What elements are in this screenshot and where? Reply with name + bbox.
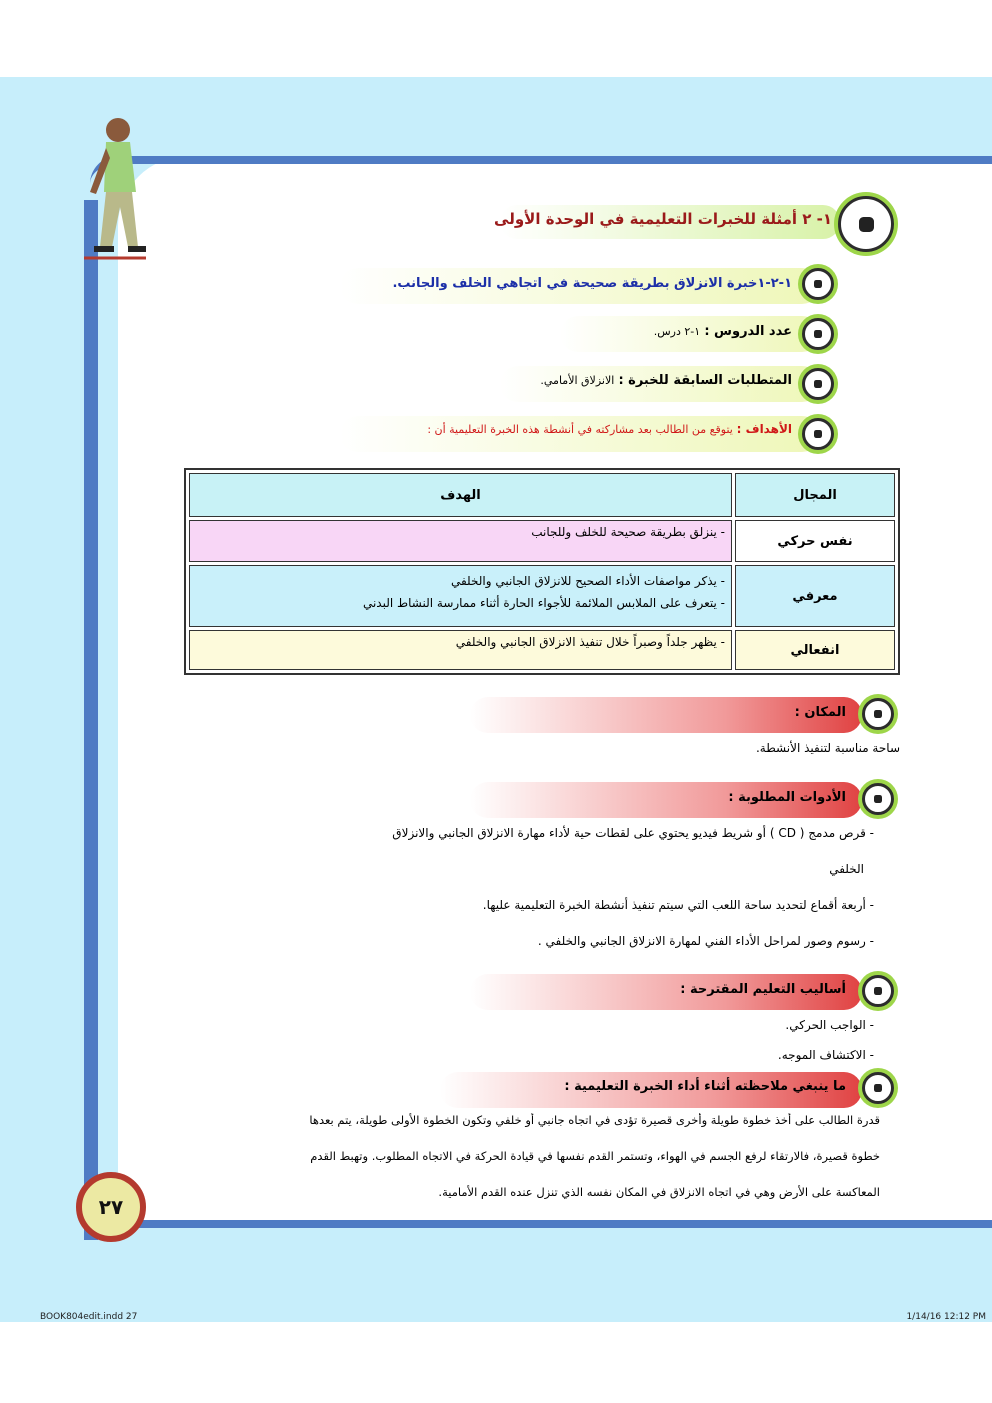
- method-item: - الواجب الحركي.: [785, 1018, 874, 1032]
- goal-header: الهدف: [189, 473, 732, 517]
- soccer-ball-icon: [802, 368, 834, 400]
- lessons-label: عدد الدروس :: [704, 324, 792, 339]
- notes-line: قدرة الطالب على أخذ خطوة طويلة وأخرى قصيرة تؤدى في اتجاه جانبي أو خلفي وتكون الخطوة الأولى طويلة، يتم بعدها: [309, 1113, 880, 1127]
- prerequisites-row: [540, 373, 792, 388]
- place-text: ساحة مناسبة لتنفيذ الأنشطة.: [755, 741, 900, 755]
- tool-item: - أربعة أقماع لتحديد ساحة اللعب التي سيتم تنفيذ أنشطة الخبرة التعليمية عليها.: [482, 898, 874, 912]
- goals-table: [184, 468, 900, 675]
- domain-cell: نفس حركي: [735, 520, 895, 562]
- table-header-row: [189, 473, 895, 517]
- domain-cell: انفعالي: [735, 630, 895, 670]
- soccer-ball-icon: [862, 975, 894, 1007]
- table-row: [189, 630, 895, 670]
- notes-label: ما ينبغي ملاحظته أثناء أداء الخبرة التعليمية :: [564, 1079, 846, 1094]
- table-row: [189, 565, 895, 627]
- lessons-value: ١-٢ درس.: [653, 325, 701, 338]
- methods-label: أساليب التعليم المقترحة :: [680, 982, 846, 997]
- walking-boy-illustration: [76, 112, 156, 262]
- content-panel: [118, 156, 992, 1224]
- place-label: المكان :: [794, 705, 846, 720]
- frame-top: [90, 156, 992, 184]
- goal-text: - يذكر مواصفات الأداء الصحيح للانزلاق الجانبي والخلفي: [450, 574, 725, 588]
- tool-item: - قرص مدمج ( CD ) أو شريط فيديو يحتوي على لقطات حية لأداء مهارة الانزلاق الجانبي والانزلاق: [392, 826, 874, 840]
- table-row: [189, 520, 895, 562]
- frame-left: [84, 200, 98, 1240]
- soccer-ball-icon: [802, 318, 834, 350]
- tools-label: الأدوات المطلوبة :: [728, 790, 846, 805]
- soccer-ball-icon: [802, 268, 834, 300]
- objectives-label: الأهداف :: [736, 422, 792, 436]
- footer-file: BOOK804edit.indd 27: [40, 1312, 138, 1322]
- section-title: ١- ٢ أمثلة للخبرات التعليمية في الوحدة الأولى: [494, 210, 832, 228]
- subsection-title: ١-٢-١خبرة الانزلاق بطريقة صحيحة في اتجاهي الخلف والجانب.: [392, 276, 792, 291]
- frame-bottom: [84, 1220, 992, 1228]
- notes-line: المعاكسة على الأرض وهي في اتجاه الانزلاق في المكان نفسه الذي تنزل عنده القدم الأمامية.: [438, 1185, 880, 1199]
- prerequisites-label: المتطلبات السابقة للخبرة :: [618, 373, 792, 388]
- method-item: - الاكتشاف الموجه.: [777, 1048, 874, 1062]
- tool-item: الخلفي: [829, 862, 864, 876]
- goal-cell: [189, 565, 732, 627]
- prerequisites-value: الانزلاق الأمامي.: [540, 374, 615, 387]
- soccer-ball-icon: [802, 418, 834, 450]
- goal-text: - يظهر جلداً وصبراً خلال تنفيذ الانزلاق الجانبي والخلفي: [455, 635, 725, 649]
- objectives-row: [427, 422, 792, 436]
- notes-line: خطوة قصيرة، فالارتقاء لرفع الجسم في الهواء، وتستمر القدم نفسها في قيادة الحركة في الاتجاه المطلوب. وتهبط القدم: [310, 1149, 880, 1163]
- domain-header: المجال: [735, 473, 895, 517]
- page-number: ٢٧: [76, 1172, 146, 1242]
- goal-cell: [189, 520, 732, 562]
- goal-text: - ينزلق بطريقة صحيحة للخلف وللجانب: [531, 525, 725, 539]
- footer-timestamp: 1/14/16 12:12 PM: [906, 1312, 986, 1322]
- tool-item: - رسوم وصور لمراحل الأداء الفني لمهارة الانزلاق الجانبي والخلفي .: [537, 934, 874, 948]
- goal-cell: [189, 630, 732, 670]
- lessons-row: [654, 324, 792, 339]
- soccer-ball-icon: [862, 1072, 894, 1104]
- soccer-ball-icon: [838, 196, 894, 252]
- soccer-ball-icon: [862, 783, 894, 815]
- soccer-ball-icon: [862, 698, 894, 730]
- objectives-value: يتوقع من الطالب بعد مشاركته في أنشطة هذه الخبرة التعليمية أن :: [427, 423, 733, 436]
- domain-cell: معرفي: [735, 565, 895, 627]
- goal-text: - يتعرف على الملابس الملائمة للأجواء الحارة أثناء ممارسة النشاط البدني: [362, 596, 725, 610]
